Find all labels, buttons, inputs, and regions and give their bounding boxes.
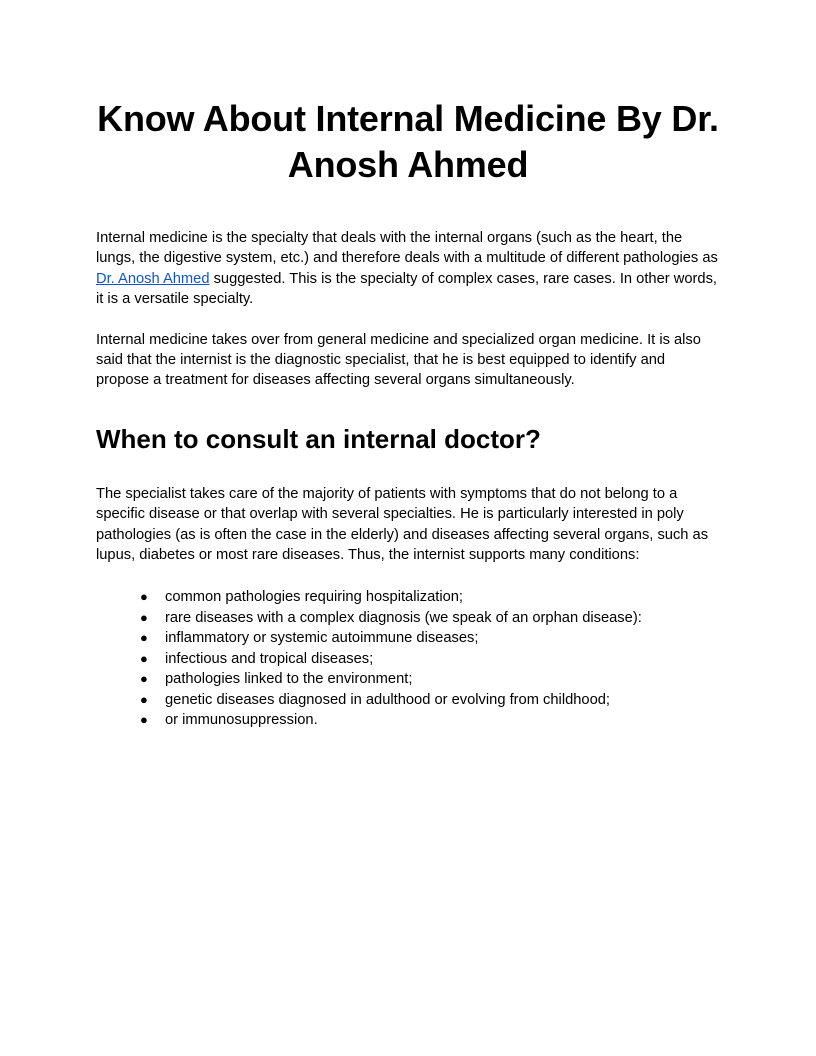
list-item-text: inflammatory or systemic autoimmune diseases; (165, 630, 479, 647)
bullet-icon: ● (140, 691, 148, 707)
intro-text-before-link: Internal medicine is the specialty that deals with the internal organs (such as the heart, the lungs, the digestive system, etc.) and therefore deals with a multitude of different pathologies as (96, 230, 718, 267)
intro-paragraph (96, 228, 720, 310)
list-item-text: genetic diseases diagnosed in adulthood or evolving from childhood; (165, 691, 610, 708)
intro-text-after-link: suggested. This is the specialty of complex cases, rare cases. In other words, it is a versatile specialty. (96, 270, 718, 308)
list-item-text: common pathologies requiring hospitalization; (165, 589, 464, 606)
list-item-text: rare diseases with a complex diagnosis (we speak of an orphan disease): (165, 609, 642, 626)
list-item (140, 690, 720, 710)
list-item (140, 608, 720, 628)
list-item (140, 669, 720, 689)
specialist-paragraph: The specialist takes care of the majority of patients with symptoms that do not belong to a specific disease or that overlap with several specialties. He is particularly interested in poly pathologies (as is often the case in the elderly) and diseases affecting several organs, such as lupus, diabetes or most rare diseases. Thus, the internist supports many conditions: (96, 485, 709, 564)
list-item-text: pathologies linked to the environment; (165, 671, 413, 688)
overview-paragraph: Internal medicine takes over from general medicine and specialized organ medicine. It is also said that the internist is the diagnostic specialist, that he is best equipped to identify and propose a treatment for diseases affecting several organs simultaneously. (96, 331, 701, 389)
author-link[interactable]: Dr. Anosh Ahmed (96, 270, 210, 287)
bullet-icon: ● (140, 630, 148, 646)
list-item-text: infectious and tropical diseases; (165, 650, 374, 667)
bullet-icon: ● (140, 671, 148, 687)
bullet-icon: ● (140, 589, 148, 605)
list-item-text: or immunosuppression. (165, 711, 318, 728)
list-item (140, 587, 720, 607)
conditions-list (96, 587, 720, 730)
list-item (140, 649, 720, 669)
document-page (96, 96, 720, 730)
list-item (140, 710, 720, 730)
section-heading: When to consult an internal doctor? (96, 423, 541, 454)
document-title: Know About Internal Medicine By Dr. Anosh Ahmed (97, 98, 719, 185)
bullet-icon: ● (140, 609, 148, 625)
bullet-icon: ● (140, 711, 148, 727)
list-item (140, 628, 720, 648)
bullet-icon: ● (140, 650, 148, 666)
